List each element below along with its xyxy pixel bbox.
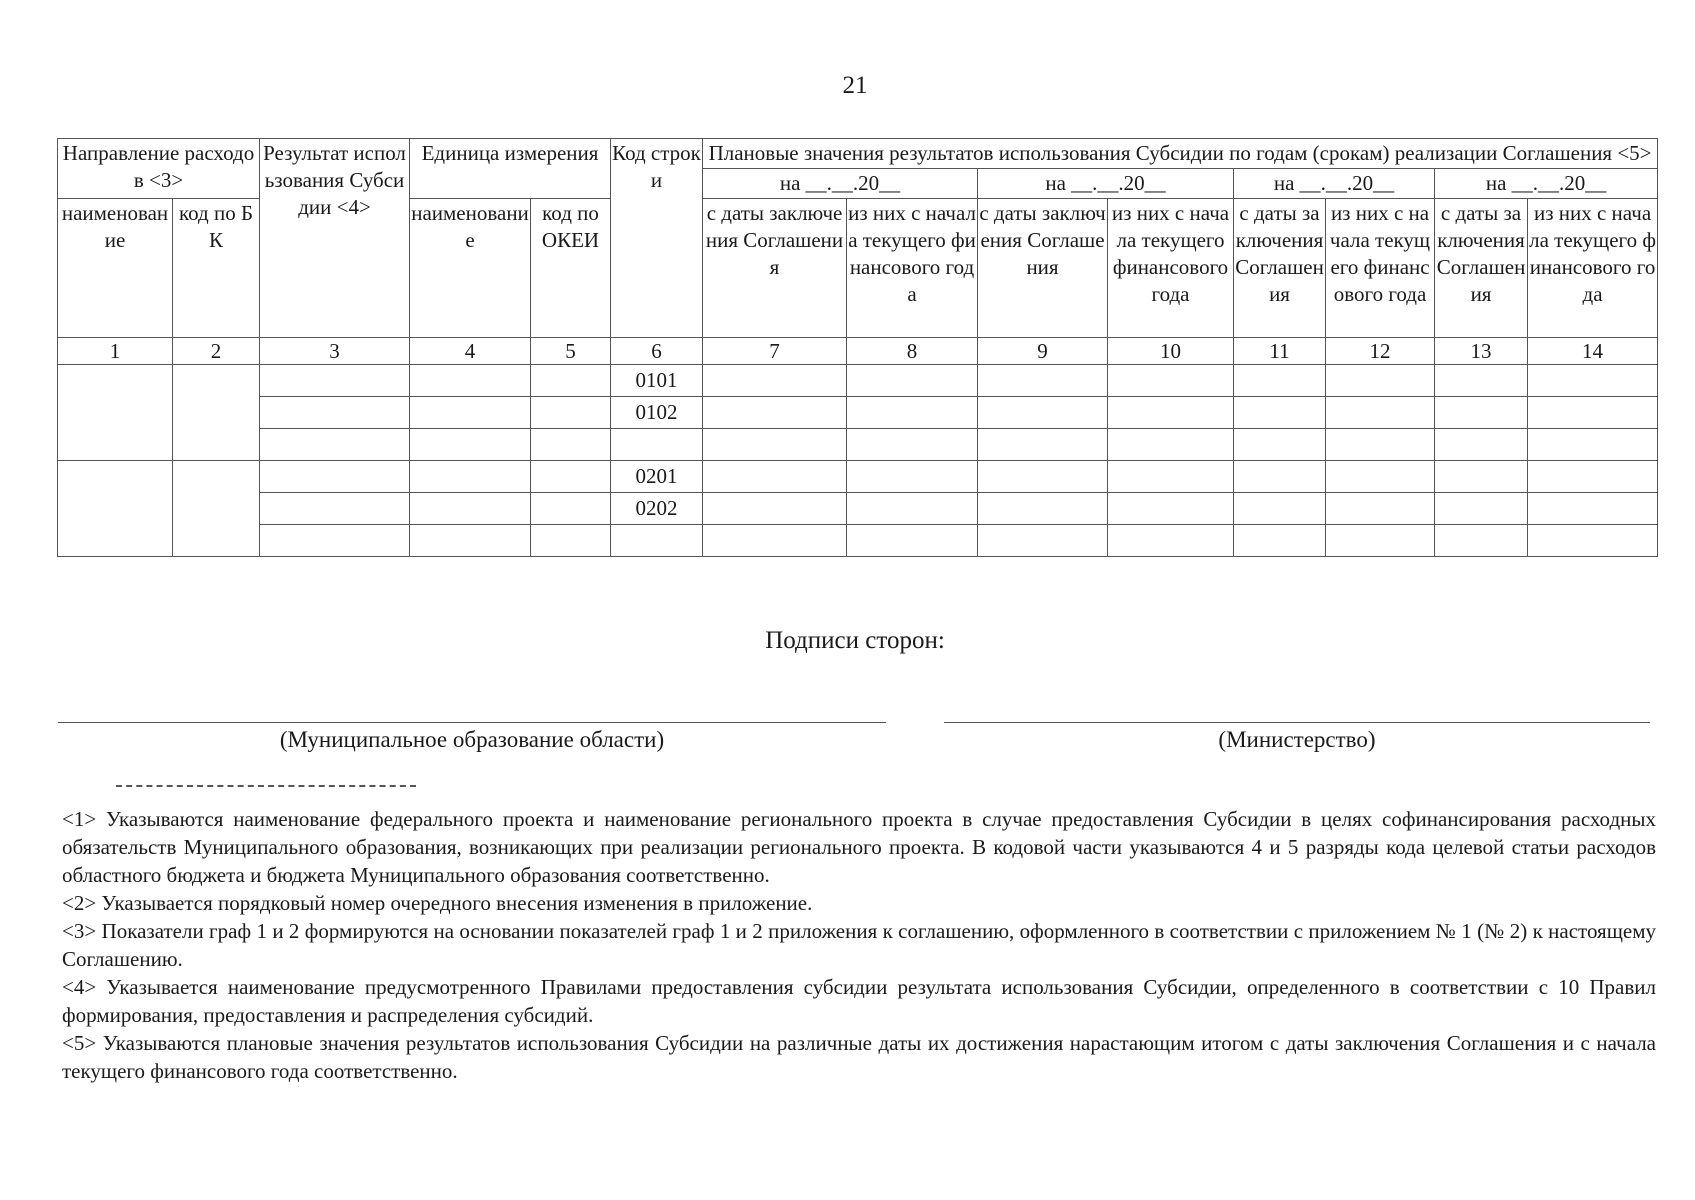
- row-code-header: Код строки: [611, 139, 703, 338]
- table-cell: [978, 365, 1108, 397]
- table-cell: [410, 365, 531, 397]
- period-header: на __.__.20__: [978, 169, 1234, 199]
- table-cell: [847, 365, 978, 397]
- period-header: на __.__.20__: [1234, 169, 1435, 199]
- table-cell: [531, 493, 611, 525]
- from-agreement-header: с даты заключения Соглашения: [1435, 199, 1528, 338]
- page-number: 21: [842, 72, 868, 99]
- table-cell: [260, 493, 410, 525]
- table-cell: [1528, 429, 1658, 461]
- table-cell: [978, 429, 1108, 461]
- signature-label-municipality: (Муниципальное образование области): [279, 727, 665, 752]
- table-cell: [978, 493, 1108, 525]
- table-cell: [173, 365, 260, 461]
- column-number: 12: [1326, 338, 1435, 365]
- column-number: 9: [978, 338, 1108, 365]
- table-cell: [260, 365, 410, 397]
- table-cell: [531, 365, 611, 397]
- table-cell: [1108, 461, 1234, 493]
- table-cell: [978, 461, 1108, 493]
- table-row: [58, 493, 1658, 525]
- signature-line-municipality: [58, 722, 886, 723]
- column-number: 13: [1435, 338, 1528, 365]
- row-code-cell: [611, 525, 703, 557]
- period-header: на __.__.20__: [1435, 169, 1658, 199]
- table-cell: [260, 461, 410, 493]
- table-cell: [1435, 429, 1528, 461]
- footnote-3: <3> Показатели граф 1 и 2 формируются на основании показателей граф 1 и 2 приложения к соглашению, оформленного в соответствии с приложением № 1 (№ 2) к настоящему Соглашению.: [62, 919, 1656, 971]
- table-cell: [1326, 525, 1435, 557]
- table-cell: [1234, 493, 1326, 525]
- unit-name-header: наименование: [410, 199, 531, 338]
- from-agreement-header: с даты заключения Соглашения: [978, 199, 1108, 338]
- column-number: 8: [847, 338, 978, 365]
- table-cell: [703, 397, 847, 429]
- table-cell: [410, 397, 531, 429]
- table-cell: [1108, 429, 1234, 461]
- direction-header: Направление расходов <3>: [58, 139, 260, 199]
- table-cell: [1435, 493, 1528, 525]
- table-cell: [260, 397, 410, 429]
- row-code-cell: 0202: [611, 493, 703, 525]
- footnotes: [62, 805, 1656, 1085]
- table-cell: [1528, 461, 1658, 493]
- table-cell: [703, 365, 847, 397]
- footnote-4: <4> Указывается наименование предусмотренного Правилами предоставления субсидии результата использования Субсидии, определенного в соответствии с 10 Правил формирования, предоставления и распределения субсидий.: [62, 975, 1656, 1027]
- table-cell: [410, 461, 531, 493]
- signature-line-ministry: [944, 722, 1650, 723]
- table-cell: [410, 493, 531, 525]
- from-year-header: из них с начала текущего финансового года: [847, 199, 978, 338]
- table-cell: [1234, 365, 1326, 397]
- from-agreement-header: с даты заключения Соглашения: [1234, 199, 1326, 338]
- table-cell: [1326, 461, 1435, 493]
- footnote-1: <1> Указываются наименование федерального проекта и наименование регионального проекта в случае предоставления Субсидии в целях софинансирования расходных обязательств Муниципального образования, возникающих при реализации регионального проекта. В кодовой части указываются 4 и 5 разряды кода целевой статьи расходов областного бюджета и бюджета Муниципального образования соответственно.: [62, 807, 1656, 887]
- row-code-cell: 0101: [611, 365, 703, 397]
- okei-code-header: код по ОКЕИ: [531, 199, 611, 338]
- from-year-header: из них с начала текущего финансового года: [1528, 199, 1658, 338]
- table-cell: [1108, 397, 1234, 429]
- column-number: 10: [1108, 338, 1234, 365]
- footnote-2: <2> Указывается порядковый номер очередного внесения изменения в приложение.: [62, 891, 813, 915]
- table-cell: [1108, 525, 1234, 557]
- table-cell: [1108, 365, 1234, 397]
- period-header: на __.__.20__: [703, 169, 978, 199]
- table-cell: [1326, 365, 1435, 397]
- table-cell: [1234, 397, 1326, 429]
- table-cell: [1528, 525, 1658, 557]
- column-number: 2: [173, 338, 260, 365]
- table-cell: [703, 461, 847, 493]
- table-cell: [703, 429, 847, 461]
- table-cell: [978, 397, 1108, 429]
- table-cell: [1326, 429, 1435, 461]
- table-cell: [1528, 493, 1658, 525]
- table-cell: [847, 397, 978, 429]
- result-header: Результат использования Субсидии <4>: [260, 139, 410, 338]
- table-cell: [703, 525, 847, 557]
- table-cell: [1234, 461, 1326, 493]
- table-cell: [847, 429, 978, 461]
- table-cell: [410, 525, 531, 557]
- table-cell: [531, 429, 611, 461]
- table-cell: [847, 461, 978, 493]
- table-row: [58, 397, 1658, 429]
- table-cell: [173, 461, 260, 557]
- column-number: 7: [703, 338, 847, 365]
- bk-code-header: код по БК: [173, 199, 260, 338]
- table-row: [58, 525, 1658, 557]
- footnote-separator: [116, 785, 416, 787]
- column-number: 5: [531, 338, 611, 365]
- from-agreement-header: с даты заключения Соглашения: [703, 199, 847, 338]
- table-cell: [1435, 365, 1528, 397]
- table-cell: [58, 365, 173, 461]
- table-cell: [410, 429, 531, 461]
- column-number: 14: [1528, 338, 1658, 365]
- table-cell: [1528, 365, 1658, 397]
- table-row: [58, 461, 1658, 493]
- table-cell: [1435, 397, 1528, 429]
- table-cell: [1108, 493, 1234, 525]
- from-year-header: из них с начала текущего финансового года: [1326, 199, 1435, 338]
- planned-values-table: [57, 138, 1658, 557]
- table-row: [58, 429, 1658, 461]
- column-number: 3: [260, 338, 410, 365]
- table-cell: [260, 525, 410, 557]
- table-cell: [1435, 525, 1528, 557]
- table-cell: [847, 493, 978, 525]
- table-cell: [531, 461, 611, 493]
- column-number: 11: [1234, 338, 1326, 365]
- table-cell: [260, 429, 410, 461]
- table-cell: [1234, 429, 1326, 461]
- column-number: 6: [611, 338, 703, 365]
- table-cell: [1326, 493, 1435, 525]
- table-cell: [703, 493, 847, 525]
- planned-values-header: Плановые значения результатов использования Субсидии по годам (срокам) реализации Соглашения <5>: [703, 139, 1658, 169]
- unit-header: Единица измерения: [410, 139, 611, 199]
- table-cell: [1234, 525, 1326, 557]
- footnote-5: <5> Указываются плановые значения результатов использования Субсидии на различные даты их достижения нарастающим итогом с даты заключения Соглашения и с начала текущего финансового года соответственно.: [62, 1031, 1656, 1083]
- table-cell: [847, 525, 978, 557]
- column-number-row: [58, 338, 1658, 365]
- table-cell: [978, 525, 1108, 557]
- header-row-1: [58, 139, 1658, 169]
- row-code-cell: 0201: [611, 461, 703, 493]
- table-cell: [1326, 397, 1435, 429]
- signature-label-ministry: (Министерство): [1218, 727, 1376, 752]
- table-cell: [1435, 461, 1528, 493]
- row-code-cell: 0102: [611, 397, 703, 429]
- signatures-title: Подписи сторон:: [765, 627, 945, 654]
- table-cell: [58, 461, 173, 557]
- table-cell: [1528, 397, 1658, 429]
- column-number: 4: [410, 338, 531, 365]
- table-cell: [531, 397, 611, 429]
- from-year-header: из них с начала текущего финансового года: [1108, 199, 1234, 338]
- name-header: наименование: [58, 199, 173, 338]
- row-code-cell: [611, 429, 703, 461]
- table-cell: [531, 525, 611, 557]
- column-number: 1: [58, 338, 173, 365]
- table-row: [58, 365, 1658, 397]
